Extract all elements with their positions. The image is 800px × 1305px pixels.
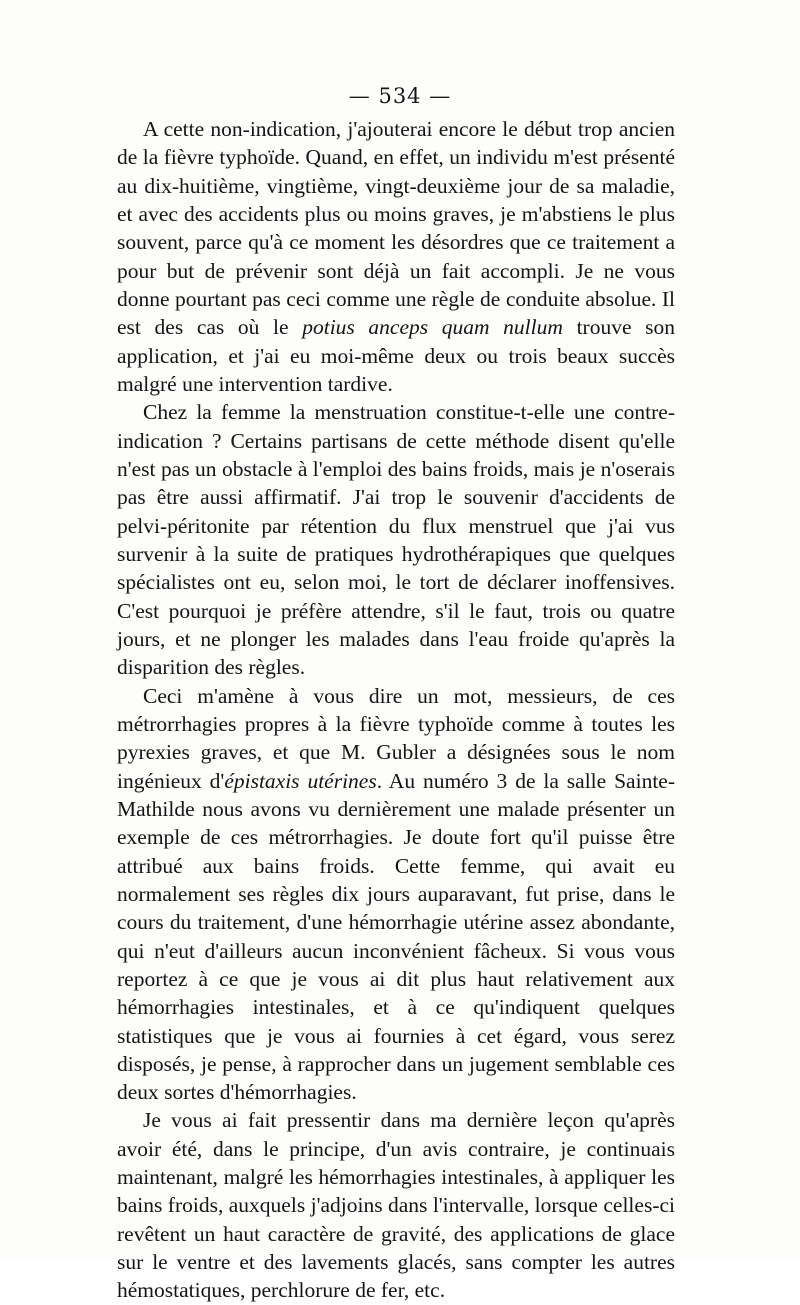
paragraph-4-text: Je vous ai fait pressentir dans ma dernière leçon qu'après avoir été, dans le principe, d'un avis contraire, je continuais maintenant, malgré les hémorrhagies intestinales, à appliquer les bains froids, auxquels j'adjoins dans l'intervalle, lorsque celles-ci revêtent un haut caractère de gravité, des applications de glace sur le ventre et des lavements glacés, sans compter les autres hémostatiques, perchlorure de fer, etc.: [117, 1108, 675, 1303]
page-number: — 534 —: [348, 84, 452, 108]
paragraph-metrorrhagies: [117, 682, 675, 1107]
paragraph-1-tail: trouve son application, et j'ai eu moi-même deux ou trois beaux succès malgré une intervention tardive.: [117, 315, 675, 396]
body-text: [117, 115, 675, 1305]
paragraph-2-text: Chez la femme la menstruation constitue-t-elle une contre-indication ? Certains partisans de cette méthode disent qu'elle n'est pas un obstacle à l'emploi des bains froids, mais je n'oserais pas être aussi affirmatif. J'ai trop le souvenir d'accidents de pelvi-péritonite par rétention du flux menstruel que j'ai vus survenir à la suite de pratiques hydrothérapiques que quelques spécialistes ont eu, selon moi, le tort de déclarer inoffensives. C'est pourquoi je préfère attendre, s'il le faut, trois ou quatre jours, et ne plonger les malades dans l'eau froide qu'après la disparition des règles.: [117, 400, 675, 680]
paragraph-1-text: A cette non-indication, j'ajouterai encore le début trop ancien de la fièvre typhoïde. Quand, en effet, un individu m'est présenté au dix-huitième, vingtième, vingt-deuxième jour de sa maladie, et avec des accidents plus ou moins graves, je m'abstiens le plus souvent, parce qu'à ce moment les désordres que ce traitement a pour but de prévenir sont déjà un fait accompli. Je ne vous donne pourtant pas ceci comme une règle de conduite absolue. Il est des cas où le: [117, 117, 675, 340]
italic-term: épistaxis utérines: [224, 768, 377, 793]
paragraph-hemorrhages: [117, 1106, 675, 1304]
paragraph-3-tail: . Au numéro 3 de la salle Sainte-Mathilde nous avons vu dernièrement une malade présenter un exemple de ces métrorrhagies. Je doute fort qu'il puisse être attribué aux bains froids. Cette femme, qui avait eu normalement ses règles dix jours auparavant, fut prise, dans le cours du traitement, d'une hémorrhagie utérine assez abondante, qui n'eut d'ailleurs aucun inconvénient fâcheux. Si vous vous reportez à ce que je vous ai dit plus haut relativement aux hémorrhagies intestinales, et à ce qu'indiquent quelques statistiques que je vous ai fournies à cet égard, vous serez disposés, je pense, à rapprocher dans un jugement semblable ces deux sortes d'hémorrhagies.: [117, 768, 676, 1105]
paragraph-contraindication-late: [117, 115, 675, 398]
latin-phrase: potius anceps quam nullum: [302, 315, 563, 340]
paragraph-menstruation: [117, 398, 675, 681]
paragraph-3-text: Ceci m'amène à vous dire un mot, messieurs, de ces métrorrhagies propres à la fièvre typhoïde comme à toutes les pyrexies graves, et que M. Gubler a désignées sous le nom ingénieux d': [117, 683, 675, 793]
